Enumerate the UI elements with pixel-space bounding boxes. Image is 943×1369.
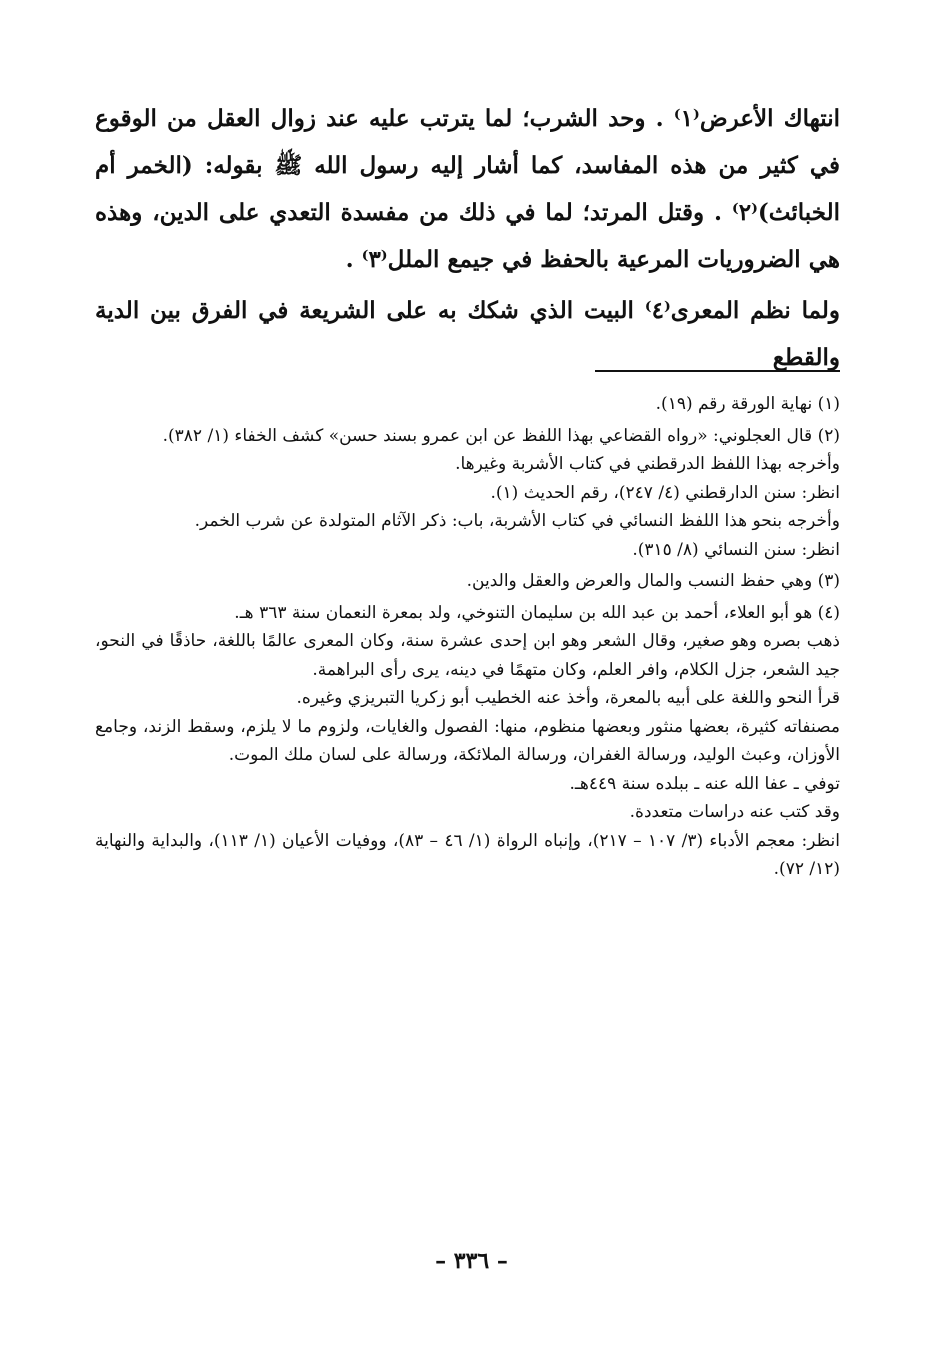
footnote-2-line: انظر: سنن النسائي (٨/ ٣١٥).	[632, 539, 840, 560]
document-page	[95, 95, 840, 1295]
main-text	[95, 95, 840, 381]
body-paragraph: ولما نظم المعرى⁽٤⁾ البيت الذي شكك به على الشريعة في الفرق بين الدية والقطع	[95, 297, 840, 371]
body-paragraph: انتهاك الأعرض⁽١⁾ . وحد الشرب؛ لما يترتب عليه عند زوال العقل من الوقوع في كثير من هذه المفاسد، كما أشار إليه رسول الله ﷺ بقوله: (الخمر أم الخبائث)⁽٢⁾ . وقتل المرتد؛ لما في ذلك من مفسدة التعدي على الدين، وهذه هي الضروريات المرعية بالحفظ في جيمع الملل⁽٣⁾ .	[95, 105, 841, 273]
footnote-3: (٣) وهي حفظ النسب والمال والعرض والعقل والدين.	[466, 571, 840, 591]
footnote-4-line: قرأ النحو واللغة على أبيه بالمعرة، وأخذ عنه الخطيب أبو زكريا التبريزي وغيره.	[296, 688, 840, 708]
footnote-4-line: مصنفاته كثيرة، بعضها منثور وبعضها منظوم، منها: الفصول والغايات، ولزوم ما لا يلزم، وسقط الزند، وجامع الأوزان، وعبث الوليد، ورسالة الغفران، ورسالة الملائكة، ورسالة على لسان ملك الموت.	[95, 716, 840, 765]
footnote-4-line: وقد كتب عنه دراسات متعددة.	[629, 802, 840, 822]
footnote-1: (١) نهاية الورقة رقم (١٩).	[655, 394, 840, 414]
footnote-divider	[595, 370, 840, 372]
footnote-4-line: انظر: معجم الأدباء (٣/ ١٠٧ – ٢١٧)، وإنباه الرواة (١/ ٤٦ – ٨٣)، ووفيات الأعيان (١/ ١١٣)، والبداية والنهاية (١٢/ ٧٢).	[95, 830, 841, 879]
footnote-2: (٢) قال العجلوني: «رواه القضاعي بهذا اللفظ عن ابن عمرو بسند حسن» كشف الخفاء (١/ ٣٨٢).	[162, 425, 840, 446]
footnote-4-line: توفي ـ عفا الله عنه ـ ببلده سنة ٤٤٩هـ.	[569, 773, 840, 794]
footnote-2-line: انظر: سنن الدارقطني (٤/ ٢٤٧)، رقم الحديث (١).	[490, 482, 840, 503]
footnotes	[95, 390, 840, 884]
footnote-4: (٤) هو أبو العلاء، أحمد بن عبد الله بن سليمان التنوخي، ولد بمعرة النعمان سنة ٣٦٣ هـ.	[234, 602, 840, 623]
footnote-4-line: ذهب بصره وهو صغير، وقال الشعر وهو ابن إحدى عشرة سنة، وكان المعرى عالمًا باللغة، حاذقًا في النحو، جيد الشعر، جزل الكلام، وافر العلم، وكان متهمًا في دينه، يرى رأى البراهمة.	[95, 631, 840, 680]
footnote-2-line: وأخرجه بهذا اللفظ الدرقطني في كتاب الأشربة وغيرها.	[455, 454, 840, 474]
footnote-2-line: وأخرجه بنحو هذا اللفظ النسائي في كتاب الأشربة، باب: ذكر الآثام المتولدة عن شرب الخمر.	[194, 511, 840, 531]
page-number: – ٣٣٦ –	[435, 1248, 508, 1274]
